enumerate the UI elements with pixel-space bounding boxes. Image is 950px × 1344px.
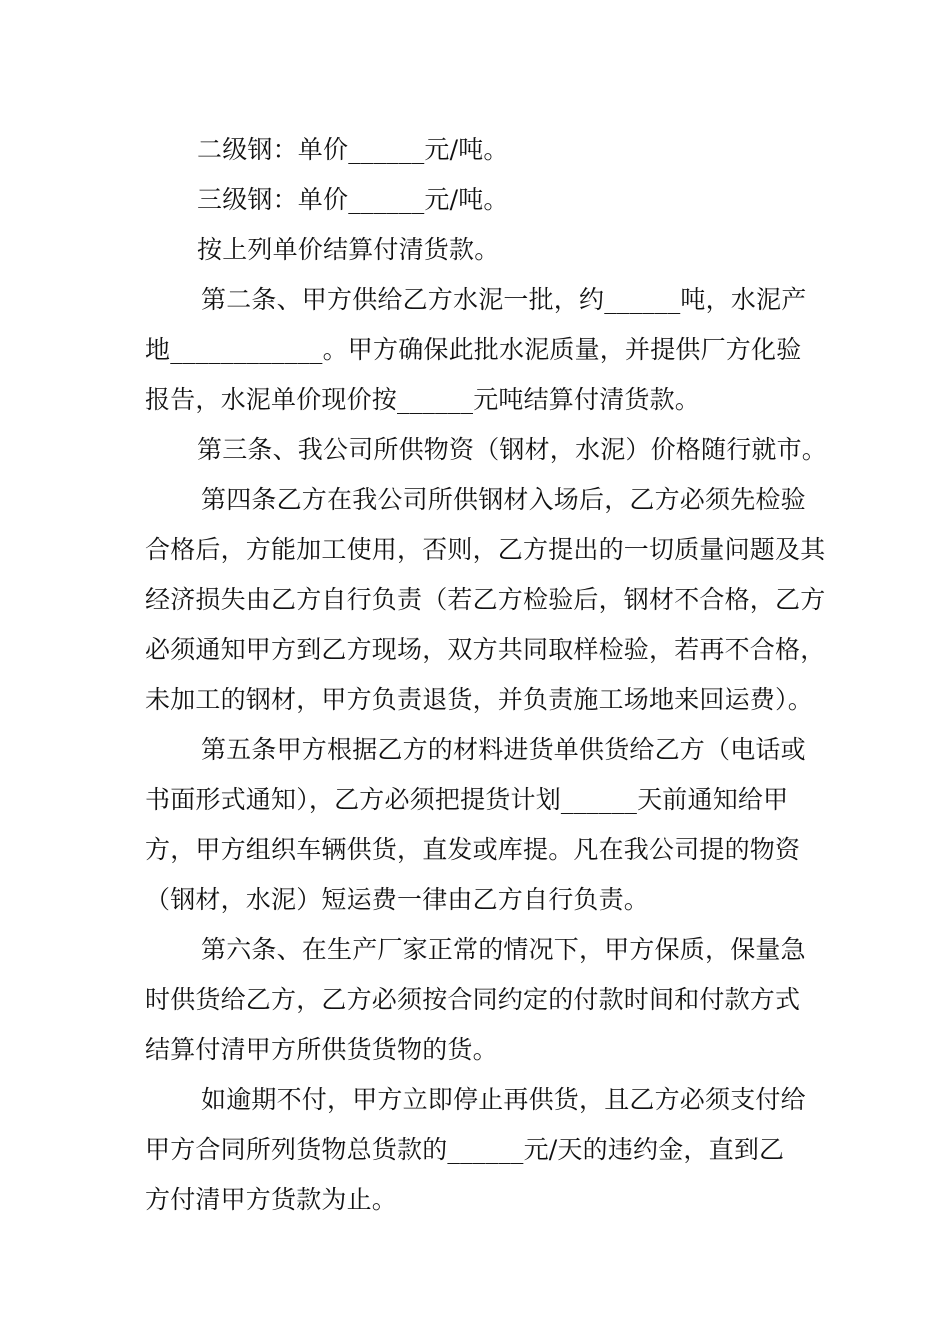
- price-line-grade2: 二级钢：单价______元/吨。: [197, 135, 509, 164]
- overdue-line-2: 甲方合同所列货物总货款的______元/天的违约金，直到乙: [145, 1135, 785, 1164]
- article-2-line-3: 报告，水泥单价现价按______元吨结算付清货款。: [145, 385, 701, 414]
- article-6-line-2: 时供货给乙方，乙方必须按合同约定的付款时间和付款方式: [145, 985, 801, 1014]
- article-5-line-1: 第五条甲方根据乙方的材料进货单供货给乙方（电话或: [201, 735, 806, 764]
- article-5-line-3: 方，甲方组织车辆供货，直发或库提。凡在我公司提的物资: [145, 835, 801, 864]
- article-2-line-1: 第二条、甲方供给乙方水泥一批，约______吨，水泥产: [201, 285, 807, 314]
- article-4-line-1: 第四条乙方在我公司所供钢材入场后，乙方必须先检验: [201, 485, 806, 514]
- article-4-line-5: 未加工的钢材，甲方负责退货，并负责施工场地来回运费）。: [145, 685, 813, 714]
- overdue-line-3: 方付清甲方货款为止。: [145, 1185, 398, 1214]
- article-6-line-1: 第六条、在生产厂家正常的情况下，甲方保质，保量急: [201, 935, 806, 964]
- article-3-line-1: 第三条、我公司所供物资（钢材，水泥）价格随行就市。: [197, 435, 828, 464]
- article-4-line-3: 经济损失由乙方自行负责（若乙方检验后，钢材不合格，乙方: [145, 585, 826, 614]
- overdue-line-1: 如逾期不付，甲方立即停止再供货，且乙方必须支付给: [201, 1085, 806, 1114]
- article-5-line-2: 书面形式通知），乙方必须把提货计划______天前通知给甲: [145, 785, 789, 814]
- article-2-line-2: 地____________。甲方确保此批水泥质量，并提供厂方化验: [145, 335, 802, 364]
- article-4-line-4: 必须通知甲方到乙方现场，双方共同取样检验，若再不合格，: [145, 635, 826, 664]
- price-line-grade3: 三级钢：单价______元/吨。: [197, 185, 509, 214]
- article-6-line-3: 结算付清甲方所供货货物的货。: [145, 1035, 498, 1064]
- document-body: [145, 125, 828, 1225]
- article-4-line-2: 合格后，方能加工使用，否则，乙方提出的一切质量问题及其: [145, 535, 826, 564]
- settlement-line: 按上列单价结算付清货款。: [197, 235, 500, 264]
- article-5-line-4: （钢材，水泥）短运费一律由乙方自行负责。: [145, 885, 650, 914]
